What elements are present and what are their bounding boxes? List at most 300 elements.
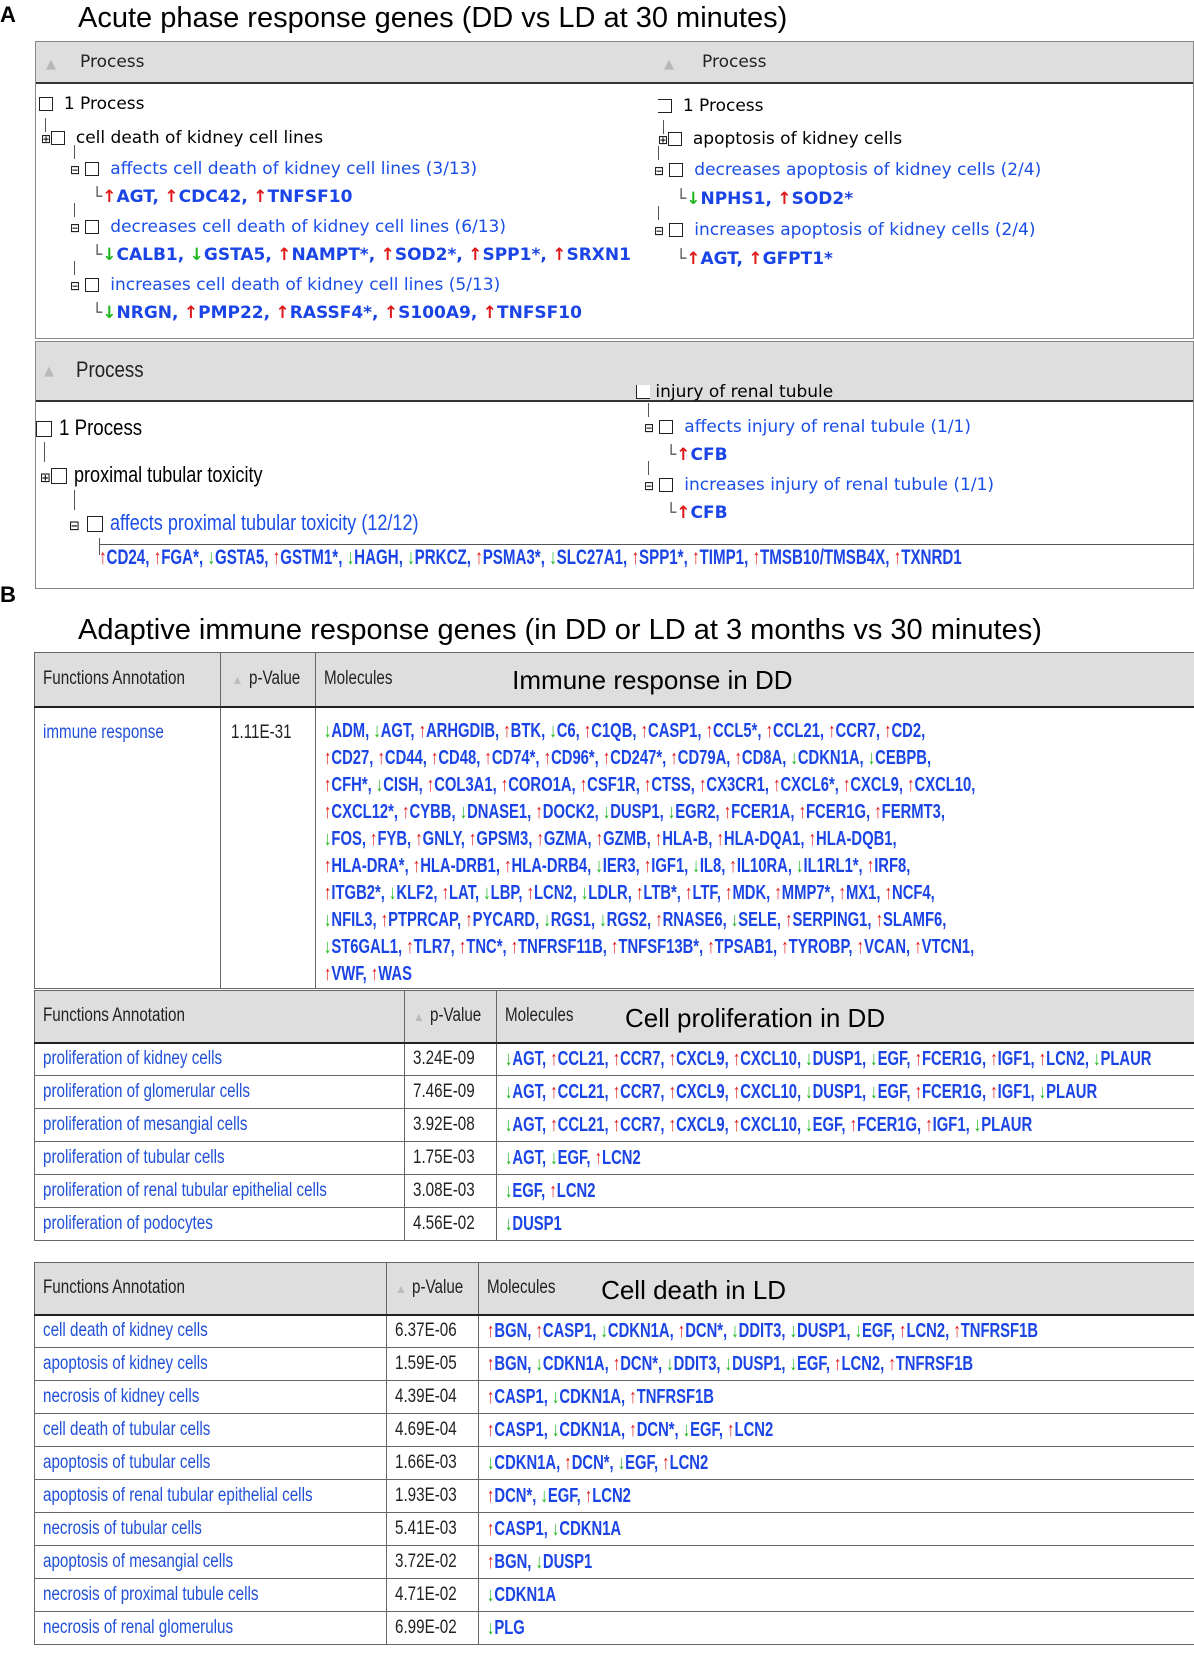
gene-dusp1[interactable]: ↓DUSP1 — [535, 1550, 593, 1573]
function-name[interactable]: immune response — [35, 707, 221, 989]
gene-dusp1[interactable]: ↓DUSP1, — [805, 1080, 867, 1103]
gene-cxcl9[interactable]: ↑CXCL9, — [668, 1080, 729, 1103]
sort-triangle-icon[interactable]: ▲ — [44, 364, 54, 379]
checkbox[interactable] — [87, 516, 103, 532]
gene-itgb2[interactable]: ↑ITGB2*, — [324, 881, 386, 904]
molecules — [479, 1414, 1194, 1447]
gene-tlr7[interactable]: ↑TLR7, — [406, 935, 455, 958]
gene-gzma[interactable]: ↑GZMA, — [536, 827, 592, 850]
gene-egr2[interactable]: ↓EGR2, — [667, 800, 720, 823]
gene-cd247[interactable]: ↑CD247*, — [603, 746, 667, 769]
gene-btk[interactable]: ↑BTK, — [503, 719, 546, 742]
function-name[interactable]: proliferation of glomerular cells — [35, 1076, 405, 1109]
gene-egf[interactable]: ↓EGF, — [789, 1352, 831, 1375]
gene-cdkn1a[interactable]: ↓CDKN1A, — [535, 1352, 609, 1375]
gene-klf2[interactable]: ↓KLF2, — [389, 881, 438, 904]
gene-lcn2[interactable]: ↑LCN2, — [834, 1352, 885, 1375]
gene-slamf6[interactable]: ↑SLAMF6, — [875, 908, 947, 931]
gene-cxcl10[interactable]: ↑CXCL10, — [732, 1080, 802, 1103]
col-pvalue[interactable]: ▲ p-Value — [404, 991, 496, 1043]
gene-dnase1[interactable]: ↓DNASE1, — [459, 800, 532, 823]
gene-dusp1[interactable]: ↓DUSP1, — [724, 1352, 786, 1375]
tree-item[interactable]: ⊟ increases apoptosis of kidney cells (2/4) — [654, 220, 1036, 240]
gene-egf[interactable]: ↓EGF, — [682, 1418, 724, 1441]
gene-gpsm3[interactable]: ↑GPSM3, — [469, 827, 533, 850]
gene-bgn[interactable]: ↑BGN, — [487, 1352, 532, 1375]
gene-sele[interactable]: ↓SELE, — [731, 908, 782, 931]
checkbox[interactable] — [36, 421, 52, 437]
gene-cxcl6[interactable]: ↑CXCL6*, — [773, 773, 840, 796]
gene-nfil3[interactable]: ↓NFIL3, — [324, 908, 377, 931]
gene-coro1a[interactable]: ↑CORO1A, — [500, 773, 576, 796]
checkbox[interactable] — [659, 478, 673, 492]
gene-ctss[interactable]: ↑CTSS, — [644, 773, 696, 796]
gene-cfh[interactable]: ↑CFH*, — [324, 773, 372, 796]
gene-agt[interactable]: ↑AGT, — [686, 249, 743, 269]
gene-calb1[interactable]: ↓CALB1, — [102, 245, 185, 265]
col-pvalue[interactable]: ▲ p-Value — [386, 1263, 478, 1315]
up-arrow-icon: ↑ — [777, 189, 792, 209]
gene-egf[interactable]: ↓EGF, — [870, 1080, 911, 1103]
table-row[interactable] — [35, 1076, 1194, 1109]
gene-nrgn[interactable]: ↓NRGN, — [102, 303, 179, 323]
gene-cebpb[interactable]: ↓CEBPB, — [867, 746, 932, 769]
gene-tyrobp[interactable]: ↑TYROBP, — [781, 935, 853, 958]
up-arrow-icon: ↑ — [535, 1319, 543, 1342]
gene-cx3cr1[interactable]: ↑CX3CR1, — [699, 773, 770, 796]
gene-ltf[interactable]: ↑LTF, — [685, 881, 722, 904]
gene-cd79a[interactable]: ↑CD79A, — [670, 746, 731, 769]
gene-dusp1[interactable]: ↓DUSP1, — [789, 1319, 851, 1342]
tree-item[interactable]: ⊟ affects injury of renal tubule (1/1) — [644, 417, 971, 437]
sort-triangle-icon[interactable]: ▲ — [231, 673, 244, 688]
sort-triangle-icon[interactable]: ▲ — [412, 1010, 425, 1025]
gene-cxcl9[interactable]: ↑CXCL9, — [843, 773, 904, 796]
up-arrow-icon: ↑ — [914, 1047, 922, 1070]
gene-fyb[interactable]: ↑FYB, — [370, 827, 412, 850]
gene-fos[interactable]: ↓FOS, — [324, 827, 367, 850]
gene-tnfrsf1b[interactable]: ↑TNFRSF1B — [888, 1352, 974, 1375]
gene-cd2[interactable]: ↑CD2, — [884, 719, 926, 742]
tree-item[interactable]: ⊟ decreases cell death of kidney cell lines (6/13) — [70, 217, 506, 237]
up-arrow-icon: ↑ — [552, 245, 567, 265]
sort-triangle-icon[interactable]: ▲ — [394, 1282, 407, 1297]
col-functions[interactable]: Functions Annotation — [35, 1263, 387, 1315]
gene-cd96[interactable]: ↑CD96*, — [543, 746, 599, 769]
gene-igf1[interactable]: ↑IGF1, — [990, 1047, 1035, 1070]
table-row[interactable] — [35, 1447, 1194, 1480]
down-arrow-icon: ↓ — [552, 1385, 560, 1408]
gene-ccl5[interactable]: ↑CCL5*, — [705, 719, 762, 742]
up-arrow-icon: ↑ — [324, 881, 332, 904]
gene-hladqa1[interactable]: ↑HLA-DQA1, — [716, 827, 805, 850]
gene-arhgdib[interactable]: ↑ARHGDIB, — [418, 719, 500, 742]
gene-dcn[interactable]: ↑DCN*, — [487, 1484, 537, 1507]
gene-agt[interactable]: ↓AGT, — [505, 1113, 547, 1136]
gene-hlab[interactable]: ↑HLA-B, — [655, 827, 713, 850]
gene-cybb[interactable]: ↑CYBB, — [402, 800, 456, 823]
table-row[interactable] — [35, 1612, 1194, 1645]
up-arrow-icon: ↑ — [550, 1113, 558, 1136]
gene-igf1[interactable]: ↑IGF1, — [990, 1080, 1035, 1103]
tree-item[interactable]: ⊟ decreases apoptosis of kidney cells (2/4) — [654, 160, 1042, 180]
gene-cxcl9[interactable]: ↑CXCL9, — [668, 1113, 729, 1136]
gene-lbp[interactable]: ↓LBP, — [483, 881, 523, 904]
gene-cdkn1a[interactable]: ↓CDKN1A, — [552, 1418, 626, 1441]
function-name[interactable]: necrosis of proximal tubule cells — [35, 1579, 387, 1612]
gene-ccr7[interactable]: ↑CCR7, — [612, 1113, 665, 1136]
gene-lcn2[interactable]: ↑LCN2 — [549, 1179, 596, 1202]
gene-prkcz[interactable]: ↓PRKCZ, — [407, 546, 471, 569]
gene-casp1[interactable]: ↑CASP1, — [487, 1418, 548, 1441]
function-name[interactable]: proliferation of kidney cells — [35, 1043, 405, 1076]
table-row[interactable] — [35, 1175, 1194, 1208]
table-row[interactable] — [35, 1315, 1194, 1348]
gene-vtcn1[interactable]: ↑VTCN1, — [914, 935, 975, 958]
gene-lcn2[interactable]: ↑LCN2 — [594, 1146, 641, 1169]
function-name[interactable]: proliferation of renal tubular epithelial cells — [35, 1175, 405, 1208]
gene-ddit3[interactable]: ↓DDIT3, — [731, 1319, 786, 1342]
gene-nampt[interactable]: ↑NAMPT*, — [277, 245, 376, 265]
checkbox[interactable] — [669, 223, 683, 237]
gene-spp1[interactable]: ↑SPP1*, — [468, 245, 547, 265]
gene-dcn[interactable]: ↑DCN*, — [629, 1418, 679, 1441]
gene-txnrd1[interactable]: ↑TXNRD1 — [893, 546, 962, 569]
checkbox[interactable] — [39, 97, 53, 111]
gene-cdkn1a[interactable]: ↓CDKN1A — [487, 1583, 557, 1606]
p-value: 3.72E-02 — [386, 1546, 478, 1579]
gene-cdc42[interactable]: ↑CDC42, — [164, 187, 248, 207]
col-functions[interactable]: Functions Annotation — [35, 991, 405, 1043]
gene-agt[interactable]: ↓AGT, — [505, 1146, 547, 1169]
table-row[interactable] — [35, 1579, 1194, 1612]
col-pvalue[interactable]: ▲ p-Value — [221, 653, 316, 707]
gene-dusp1[interactable]: ↓DUSP1, — [805, 1047, 867, 1070]
gene-hladra[interactable]: ↑HLA-DRA*, — [324, 854, 409, 877]
gene-gstm1[interactable]: ↑GSTM1*, — [272, 546, 343, 569]
down-arrow-icon: ↓ — [595, 854, 603, 877]
function-name[interactable]: necrosis of renal glomerulus — [35, 1612, 387, 1645]
table-row[interactable] — [35, 1414, 1194, 1447]
gene-fermt3[interactable]: ↑FERMT3, — [874, 800, 946, 823]
gene-agt[interactable]: ↑AGT, — [102, 187, 159, 207]
gene-cxcl10[interactable]: ↑CXCL10, — [732, 1113, 802, 1136]
table-row[interactable] — [35, 1208, 1194, 1241]
down-arrow-icon: ↓ — [854, 1319, 863, 1342]
gene-tnfsf10[interactable]: ↑TNFSF10 — [482, 303, 582, 323]
gene-cfb[interactable]: ↑CFB — [676, 503, 728, 523]
gene-gnly[interactable]: ↑GNLY, — [415, 827, 466, 850]
gene-cd48[interactable]: ↑CD48, — [431, 746, 481, 769]
gene-lcn2[interactable]: ↑LCN2 — [727, 1418, 774, 1441]
gene-plaur[interactable]: ↓PLAUR — [973, 1113, 1033, 1136]
col-molecules[interactable]: Molecules Cell proliferation in DD — [497, 991, 1194, 1043]
p-value: 3.24E-09 — [404, 1043, 496, 1076]
gene-sod2[interactable]: ↑SOD2*, — [380, 245, 463, 265]
gene-was[interactable]: ↑WAS — [371, 962, 413, 985]
gene-cd24[interactable]: ↑CD24, — [99, 546, 150, 569]
molecules — [479, 1480, 1194, 1513]
gene-cd8a[interactable]: ↑CD8A, — [734, 746, 787, 769]
gene-ccr7[interactable]: ↑CCR7, — [612, 1047, 665, 1070]
checkbox[interactable] — [51, 131, 65, 145]
gene-rnase6[interactable]: ↑RNASE6, — [655, 908, 727, 931]
gene-ccr7[interactable]: ↑CCR7, — [828, 719, 881, 742]
gene-lcn2[interactable]: ↑LCN2 — [584, 1484, 631, 1507]
up-arrow-icon: ↑ — [469, 827, 477, 850]
gene-irf8[interactable]: ↑IRF8, — [866, 854, 911, 877]
gene-csf1r[interactable]: ↑CSF1R, — [579, 773, 640, 796]
up-arrow-icon: ↑ — [584, 719, 592, 742]
gene-ddit3[interactable]: ↓DDIT3, — [666, 1352, 721, 1375]
gene-dcn[interactable]: ↑DCN*, — [677, 1319, 728, 1342]
gene-adm[interactable]: ↓ADM, — [324, 719, 370, 742]
checkbox[interactable] — [658, 99, 672, 113]
gene-rassf4[interactable]: ↑RASSF4*, — [275, 303, 379, 323]
gene-ccl21[interactable]: ↑CCL21, — [550, 1047, 609, 1070]
up-arrow-icon: ↑ — [798, 800, 807, 823]
function-name[interactable]: apoptosis of renal tubular epithelial cells — [35, 1480, 387, 1513]
gene-lcn2[interactable]: ↑LCN2, — [899, 1319, 950, 1342]
table-row[interactable] — [35, 1348, 1194, 1381]
gene-egf[interactable]: ↓EGF, — [550, 1146, 591, 1169]
function-name[interactable]: proliferation of mesangial cells — [35, 1109, 405, 1142]
gene-ltb[interactable]: ↑LTB*, — [636, 881, 682, 904]
function-name[interactable]: apoptosis of kidney cells — [35, 1348, 387, 1381]
gene-hagh[interactable]: ↓HAGH, — [346, 546, 403, 569]
checkbox[interactable] — [85, 162, 99, 176]
tree-item[interactable]: ⊟ affects proximal tubular toxicity (12/12) — [69, 510, 419, 535]
gene-serping1[interactable]: ↑SERPING1, — [785, 908, 872, 931]
gene-rgs2[interactable]: ↓RGS2, — [599, 908, 652, 931]
sort-triangle-icon[interactable]: ▲ — [664, 57, 674, 72]
gene-cxcl10[interactable]: ↑CXCL10, — [907, 773, 976, 796]
gene-st6gal1[interactable]: ↓ST6GAL1, — [324, 935, 403, 958]
gene-spp1[interactable]: ↑SPP1*, — [631, 546, 688, 569]
gene-hladrb4[interactable]: ↑HLA-DRB4, — [504, 854, 592, 877]
checkbox[interactable] — [659, 420, 673, 434]
p-value: 1.11E-31 — [221, 707, 316, 989]
gene-cdkn1a[interactable]: ↓CDKN1A, — [600, 1319, 674, 1342]
gene-fcer1g[interactable]: ↑FCER1G, — [849, 1113, 922, 1136]
function-name[interactable]: necrosis of tubular cells — [35, 1513, 387, 1546]
checkbox[interactable] — [85, 220, 99, 234]
table-row[interactable] — [35, 1513, 1194, 1546]
gene-egf[interactable]: ↓EGF, — [854, 1319, 895, 1342]
tree-item[interactable]: ⊟ increases cell death of kidney cell lines (5/13) — [70, 275, 501, 295]
gene-plg[interactable]: ↓PLG — [487, 1616, 525, 1639]
gene-vwf[interactable]: ↑VWF, — [324, 962, 367, 985]
gene-pycard[interactable]: ↑PYCARD, — [465, 908, 540, 931]
gene-cish[interactable]: ↓CISH, — [375, 773, 423, 796]
down-arrow-icon: ↓ — [603, 800, 611, 823]
table-row[interactable] — [35, 1381, 1194, 1414]
gene-tnfrsf1b[interactable]: ↑TNFRSF1B — [629, 1385, 715, 1408]
gene-mmp7[interactable]: ↑MMP7*, — [774, 881, 835, 904]
gene-il1rl1[interactable]: ↓IL1RL1*, — [796, 854, 863, 877]
gene-agt[interactable]: ↓AGT, — [373, 719, 415, 742]
checkbox[interactable] — [668, 132, 682, 146]
gene-ptprcap[interactable]: ↑PTPRCAP, — [380, 908, 462, 931]
gene-hladrb1[interactable]: ↑HLA-DRB1, — [412, 854, 501, 877]
sort-triangle-icon[interactable]: ▲ — [46, 57, 56, 72]
gene-fga[interactable]: ↑FGA*, — [153, 546, 204, 569]
gene-ldlr[interactable]: ↓LDLR, — [581, 881, 633, 904]
down-arrow-icon: ↓ — [549, 719, 557, 742]
gene-cdkn1a[interactable]: ↓CDKN1A, — [487, 1451, 561, 1474]
gene-igf1[interactable]: ↑IGF1, — [925, 1113, 970, 1136]
col-functions[interactable]: Functions Annotation — [35, 653, 221, 707]
up-arrow-icon: ↑ — [402, 800, 410, 823]
gene-casp1[interactable]: ↑CASP1, — [640, 719, 702, 742]
up-arrow-icon: ↑ — [629, 1385, 637, 1408]
gene-egf[interactable]: ↓EGF, — [617, 1451, 659, 1474]
gene-plaur[interactable]: ↓PLAUR — [1038, 1080, 1098, 1103]
gene-gfpt1[interactable]: ↑GFPT1* — [748, 249, 833, 269]
gene-plaur[interactable]: ↓PLAUR — [1093, 1047, 1152, 1070]
gene-casp1[interactable]: ↑CASP1, — [487, 1517, 548, 1540]
gene-cxcl10[interactable]: ↑CXCL10, — [732, 1047, 802, 1070]
gene-list: └↑AGT, ↑CDC42, ↑TNFSF10 — [92, 187, 353, 207]
gene-cd44[interactable]: ↑CD44, — [377, 746, 428, 769]
gene-casp1[interactable]: ↑CASP1, — [487, 1385, 548, 1408]
checkbox[interactable] — [51, 468, 67, 484]
col-molecules[interactable]: Molecules Cell death in LD — [479, 1263, 1194, 1315]
table-row[interactable] — [35, 1142, 1194, 1175]
table-row[interactable] — [35, 1109, 1194, 1142]
gene-egf[interactable]: ↓EGF, — [505, 1179, 546, 1202]
gene-cfb[interactable]: ↑CFB — [676, 445, 728, 465]
up-arrow-icon: ↑ — [686, 249, 701, 269]
gene-agt[interactable]: ↓AGT, — [505, 1047, 547, 1070]
gene-c1qb[interactable]: ↑C1QB, — [584, 719, 637, 742]
gene-lcn2[interactable]: ↑LCN2, — [526, 881, 577, 904]
gene-cdkn1a[interactable]: ↓CDKN1A, — [552, 1385, 626, 1408]
tree-item[interactable]: ⊟ affects cell death of kidney cell lines (3/13) — [70, 159, 478, 179]
gene-egf[interactable]: ↓EGF, — [870, 1047, 911, 1070]
gene-lcn2[interactable]: ↑LCN2 — [662, 1451, 709, 1474]
gene-dusp1[interactable]: ↓DUSP1, — [603, 800, 664, 823]
gene-nphs1[interactable]: ↓NPHS1, — [686, 189, 772, 209]
gene-dusp1[interactable]: ↓DUSP1 — [505, 1212, 562, 1235]
gene-gzmb[interactable]: ↑GZMB, — [595, 827, 651, 850]
gene-c6[interactable]: ↓C6, — [549, 719, 580, 742]
gene-il10ra[interactable]: ↑IL10RA, — [729, 854, 793, 877]
gene-ccl21[interactable]: ↑CCL21, — [550, 1080, 609, 1103]
gene-gsta5[interactable]: ↓GSTA5, — [189, 245, 272, 265]
gene-tnc[interactable]: ↑TNC*, — [459, 935, 507, 958]
gene-igf1[interactable]: ↑IGF1, — [644, 854, 689, 877]
gene-ncf4[interactable]: ↑NCF4, — [884, 881, 935, 904]
process-panel-1 — [35, 41, 658, 339]
gene-col3a1[interactable]: ↑COL3A1, — [426, 773, 497, 796]
gene-sod2[interactable]: ↑SOD2* — [777, 189, 854, 209]
gene-slc27a1[interactable]: ↓SLC27A1, — [549, 546, 628, 569]
gene-ier3[interactable]: ↓IER3, — [595, 854, 640, 877]
function-name[interactable]: cell death of kidney cells — [35, 1315, 387, 1348]
gene-casp1[interactable]: ↑CASP1, — [535, 1319, 597, 1342]
gene-cxcl12[interactable]: ↑CXCL12*, — [324, 800, 399, 823]
gene-rgs1[interactable]: ↓RGS1, — [543, 908, 596, 931]
gene-lcn2[interactable]: ↑LCN2, — [1038, 1047, 1089, 1070]
gene-cdkn1a[interactable]: ↓CDKN1A — [552, 1517, 622, 1540]
gene-dcn[interactable]: ↑DCN*, — [564, 1451, 614, 1474]
gene-fcer1g[interactable]: ↑FCER1G, — [914, 1080, 987, 1103]
function-name[interactable]: proliferation of tubular cells — [35, 1142, 405, 1175]
checkbox[interactable] — [85, 278, 99, 292]
gene-pmp22[interactable]: ↑PMP22, — [183, 303, 271, 323]
gene-gsta5[interactable]: ↓GSTA5, — [207, 546, 269, 569]
checkbox[interactable] — [636, 385, 650, 399]
gene-lat[interactable]: ↑LAT, — [441, 881, 480, 904]
gene-ccl21[interactable]: ↑CCL21, — [765, 719, 825, 742]
gene-ccl21[interactable]: ↑CCL21, — [550, 1113, 609, 1136]
up-arrow-icon: ↑ — [535, 800, 543, 823]
table-row[interactable] — [35, 1043, 1194, 1076]
gene-psma3[interactable]: ↑PSMA3*, — [475, 546, 545, 569]
gene-hladqb1[interactable]: ↑HLA-DQB1, — [808, 827, 897, 850]
function-name[interactable]: proliferation of podocytes — [35, 1208, 405, 1241]
gene-il8[interactable]: ↓IL8, — [692, 854, 726, 877]
function-name[interactable]: necrosis of kidney cells — [35, 1381, 387, 1414]
checkbox[interactable] — [669, 163, 683, 177]
table-row[interactable] — [35, 1480, 1194, 1513]
gene-timp1[interactable]: ↑TIMP1, — [691, 546, 749, 569]
gene-fcer1g[interactable]: ↑FCER1G, — [914, 1047, 987, 1070]
col-molecules[interactable]: Molecules Immune response in DD — [316, 653, 1194, 707]
down-arrow-icon: ↓ — [389, 881, 397, 904]
gene-mdk[interactable]: ↑MDK, — [725, 881, 771, 904]
gene-dock2[interactable]: ↑DOCK2, — [535, 800, 599, 823]
gene-cd27[interactable]: ↑CD27, — [324, 746, 374, 769]
gene-tnfsf13b[interactable]: ↑TNFSF13B*, — [611, 935, 704, 958]
gene-s100a9[interactable]: ↑S100A9, — [383, 303, 478, 323]
process-count: 1 Process — [658, 96, 764, 116]
gene-tnfrsf11b[interactable]: ↑TNFRSF11B, — [510, 935, 608, 958]
gene-tpsab1[interactable]: ↑TPSAB1, — [707, 935, 778, 958]
gene-bgn[interactable]: ↑BGN, — [487, 1319, 532, 1342]
gene-bgn[interactable]: ↑BGN, — [487, 1550, 532, 1573]
function-name[interactable]: cell death of tubular cells — [35, 1414, 387, 1447]
gene-dcn[interactable]: ↑DCN*, — [612, 1352, 663, 1375]
gene-vcan[interactable]: ↑VCAN, — [856, 935, 911, 958]
panel-a-title: Acute phase response genes (DD vs LD at 30 minutes) — [78, 2, 788, 34]
down-arrow-icon: ↓ — [373, 719, 381, 742]
gene-egf[interactable]: ↓EGF, — [805, 1113, 846, 1136]
function-name[interactable]: apoptosis of tubular cells — [35, 1447, 387, 1480]
gene-tnfsf10[interactable]: ↑TNFSF10 — [253, 187, 353, 207]
gene-cxcl9[interactable]: ↑CXCL9, — [668, 1047, 729, 1070]
up-arrow-icon: ↑ — [441, 881, 450, 904]
tree-item[interactable]: ⊟ increases injury of renal tubule (1/1) — [644, 475, 995, 495]
gene-tnfrsf1b[interactable]: ↑TNFRSF1B — [953, 1319, 1039, 1342]
molecules — [479, 1579, 1194, 1612]
gene-cdkn1a[interactable]: ↓CDKN1A, — [790, 746, 864, 769]
gene-tmsb10tmsb4x[interactable]: ↑TMSB10/TMSB4X, — [752, 546, 890, 569]
gene-srxn1[interactable]: ↑SRXN1 — [552, 245, 631, 265]
gene-egf[interactable]: ↓EGF, — [540, 1484, 581, 1507]
gene-cd74[interactable]: ↑CD74*, — [484, 746, 540, 769]
function-name[interactable]: apoptosis of mesangial cells — [35, 1546, 387, 1579]
gene-ccr7[interactable]: ↑CCR7, — [612, 1080, 665, 1103]
down-arrow-icon: ↓ — [731, 908, 739, 931]
up-arrow-icon: ↑ — [612, 1080, 621, 1103]
gene-mx1[interactable]: ↑MX1, — [838, 881, 881, 904]
table-row[interactable] — [35, 1546, 1194, 1579]
gene-fcer1a[interactable]: ↑FCER1A, — [723, 800, 795, 823]
gene-fcer1g[interactable]: ↑FCER1G, — [798, 800, 871, 823]
gene-agt[interactable]: ↓AGT, — [505, 1080, 547, 1103]
